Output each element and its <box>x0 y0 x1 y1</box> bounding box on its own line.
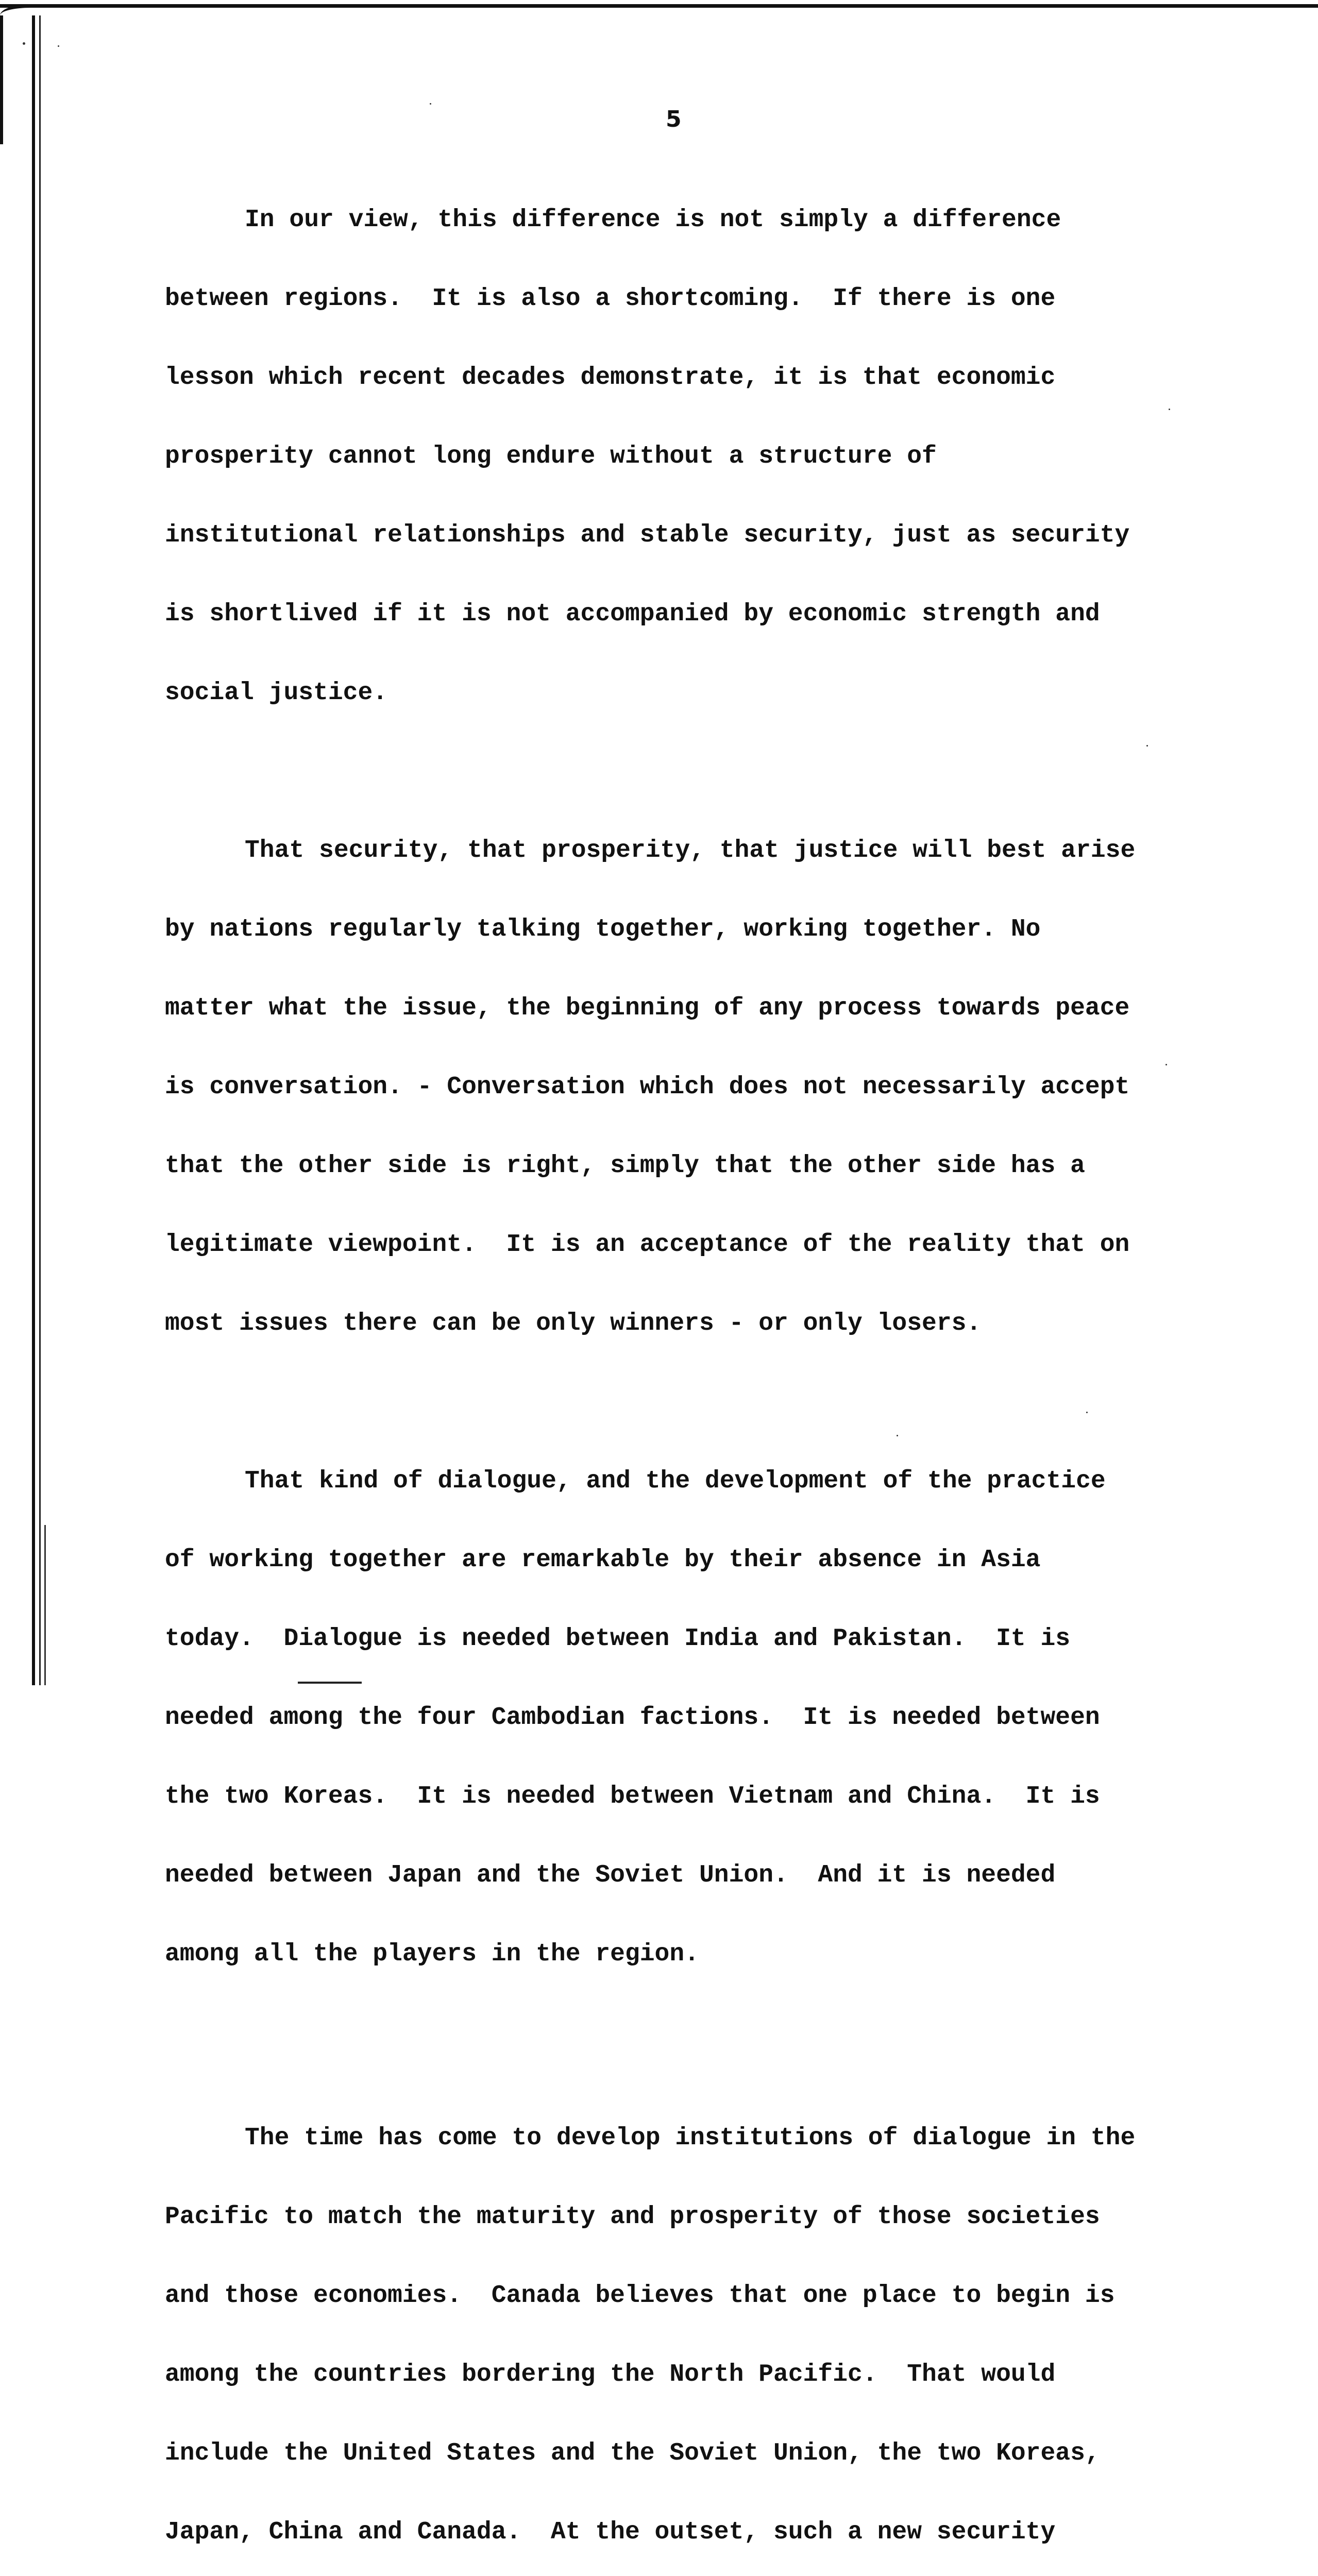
page-number: 5 <box>666 106 682 132</box>
text-line: include the United States and the Soviet Union, the two Koreas, <box>165 2439 1100 2467</box>
text-line: among the countries bordering the North Pacific. That would <box>165 2361 1056 2388</box>
paragraph-2 <box>165 785 1206 1389</box>
text-line: That security, that prosperity, that justice will best arise <box>245 837 1136 865</box>
text-line: social justice. <box>165 679 388 707</box>
text-line: and those economies. Canada believes that one place to begin is <box>165 2282 1115 2310</box>
binding-edge-line <box>39 15 41 1685</box>
text-line: the two Koreas. It is needed between Vietnam and China. It is <box>165 1783 1100 1810</box>
text-line: between regions. It is also a shortcoming. If there is one <box>165 285 1056 313</box>
text-line: most issues there can be only winners - or only losers. <box>165 1310 982 1337</box>
scan-speck <box>23 42 25 45</box>
text-line: among all the players in the region. <box>165 1940 699 1968</box>
text-line: Japan, China and Canada. At the outset, such a new security <box>165 2518 1056 2546</box>
text-line: The time has come to develop institutions of dialogue in the <box>245 2124 1136 2152</box>
text-line: today. Dialogue is needed between India and Pakistan. It is <box>165 1625 1071 1653</box>
top-rule <box>0 4 1318 8</box>
text-line: of working together are remarkable by their absence in Asia <box>165 1546 1041 1574</box>
text-line: That kind of dialogue, and the development of the practice <box>245 1467 1106 1495</box>
text-line: lesson which recent decades demonstrate, it is that economic <box>165 364 1056 392</box>
text-line: matter what the issue, the beginning of any process towards peace <box>165 994 1130 1022</box>
text-line: Pacific to match the maturity and prosperity of those societies <box>165 2203 1100 2231</box>
text-line: institutional relationships and stable security, just as security <box>165 521 1130 549</box>
paragraph-1 <box>165 155 1206 759</box>
scan-speck <box>58 45 59 47</box>
text-line: needed between Japan and the Soviet Union. And it is needed <box>165 1861 1056 1889</box>
paragraph-3 <box>165 1416 1206 2020</box>
body-text <box>165 155 1206 2576</box>
text-line: is conversation. - Conversation which does not necessarily accept <box>165 1073 1130 1101</box>
text-line: is shortlived if it is not accompanied by economic strength and <box>165 600 1100 628</box>
binding-edge-line <box>32 15 35 1685</box>
scan-speck <box>430 103 431 105</box>
text-line: needed among the four Cambodian factions. It is needed between <box>165 1704 1100 1732</box>
text-line: prosperity cannot long endure without a structure of <box>165 443 937 470</box>
text-line: by nations regularly talking together, working together. No <box>165 916 1041 943</box>
binding-edge-line <box>44 1525 46 1685</box>
text-line: that the other side is right, simply that the other side has a <box>165 1152 1085 1180</box>
text-line: legitimate viewpoint. It is an acceptance of the reality that on <box>165 1231 1130 1259</box>
paragraph-4 <box>165 2073 1206 2576</box>
binding-edge-line <box>0 15 3 144</box>
text-line: In our view, this difference is not simply a difference <box>245 206 1061 234</box>
